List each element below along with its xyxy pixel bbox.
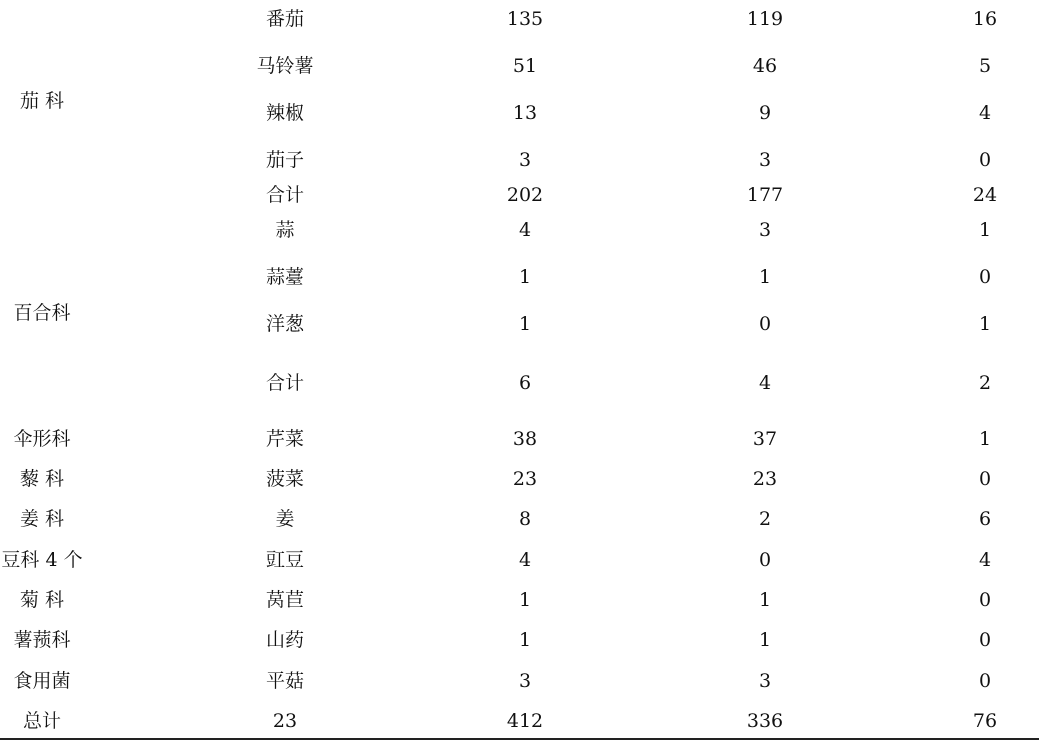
value-cell-3: 0: [978, 629, 992, 651]
family-label-chenopodiaceae: 藜 科: [19, 468, 65, 490]
vegetable-cell: 山药: [265, 629, 304, 651]
value-cell-1: 13: [512, 102, 538, 124]
table-row: [0, 98, 1039, 128]
value-cell-3: 16: [972, 8, 998, 30]
family-label-fabaceae: 豆科 4 个: [1, 549, 83, 571]
value-cell-3: 0: [978, 589, 992, 611]
value-cell-1: 38: [512, 428, 538, 450]
table-row: [0, 215, 1039, 245]
family-label-grand-total: 总计: [22, 710, 61, 732]
family-label-solanaceae: 茄 科: [19, 90, 65, 112]
family-label-zingiberaceae: 姜 科: [19, 508, 65, 530]
table-row: [0, 51, 1039, 81]
table-row: [0, 262, 1039, 292]
table-row: [0, 145, 1039, 175]
value-cell-2: 177: [746, 184, 784, 206]
value-cell-1: 1: [518, 313, 532, 335]
table-row: [0, 585, 1039, 615]
value-cell-3: 4: [978, 102, 992, 124]
value-cell-3: 2: [978, 372, 992, 394]
family-label-dioscoreaceae: 薯蓣科: [13, 629, 71, 651]
value-cell-2: 9: [758, 102, 772, 124]
value-cell-3: 76: [972, 710, 998, 732]
vegetable-cell: 莴苣: [265, 589, 304, 611]
table-row: [0, 309, 1039, 339]
family-label-apiaceae: 伞形科: [13, 428, 71, 450]
vegetable-cell: 平菇: [265, 670, 304, 692]
value-cell-2: 2: [758, 508, 772, 530]
value-cell-2: 23: [752, 468, 778, 490]
vegetable-cell: 马铃薯: [256, 55, 314, 77]
value-cell-1: 135: [506, 8, 544, 30]
value-cell-2: 1: [758, 629, 772, 651]
value-cell-1: 202: [506, 184, 544, 206]
vegetable-cell: 番茄: [265, 8, 304, 30]
family-label-edible-fungi: 食用菌: [13, 670, 71, 692]
family-label-asteraceae: 菊 科: [19, 589, 65, 611]
value-cell-1: 23: [512, 468, 538, 490]
value-cell-3: 0: [978, 266, 992, 288]
value-cell-3: 1: [978, 428, 992, 450]
value-cell-3: 6: [978, 508, 992, 530]
table-row: [0, 666, 1039, 696]
table-row: [0, 545, 1039, 575]
value-cell-2: 3: [758, 670, 772, 692]
value-cell-1: 4: [518, 549, 532, 571]
value-cell-3: 1: [978, 313, 992, 335]
value-cell-2: 336: [746, 710, 784, 732]
value-cell-1: 3: [518, 670, 532, 692]
value-cell-2: 1: [758, 266, 772, 288]
value-cell-2: 3: [758, 219, 772, 241]
value-cell-3: 24: [972, 184, 998, 206]
subtotal-row: [0, 180, 1039, 210]
value-cell-3: 4: [978, 549, 992, 571]
value-cell-1: 4: [518, 219, 532, 241]
subtotal-label: 合计: [265, 184, 304, 206]
vegetable-cell: 蒜薹: [265, 266, 304, 288]
value-cell-1: 1: [518, 266, 532, 288]
value-cell-1: 51: [512, 55, 538, 77]
vegetable-cell: 豇豆: [265, 549, 304, 571]
table-row: [0, 424, 1039, 454]
total-count-cell: 23: [272, 710, 298, 732]
subtotal-label: 合计: [265, 372, 304, 394]
value-cell-2: 0: [758, 313, 772, 335]
table-row: [0, 464, 1039, 494]
value-cell-2: 3: [758, 149, 772, 171]
table-bottom-rule: [0, 738, 1039, 740]
value-cell-1: 6: [518, 372, 532, 394]
value-cell-1: 1: [518, 589, 532, 611]
value-cell-2: 0: [758, 549, 772, 571]
value-cell-2: 119: [746, 8, 784, 30]
vegetable-cell: 蒜: [275, 219, 295, 241]
value-cell-3: 0: [978, 468, 992, 490]
value-cell-1: 412: [506, 710, 544, 732]
value-cell-1: 1: [518, 629, 532, 651]
vegetable-cell: 菠菜: [265, 468, 304, 490]
vegetable-cell: 芹菜: [265, 428, 304, 450]
value-cell-3: 0: [978, 670, 992, 692]
table-row: [0, 4, 1039, 34]
vegetable-cell: 辣椒: [265, 102, 304, 124]
vegetable-cell: 洋葱: [265, 313, 304, 335]
vegetable-cell: 茄子: [265, 149, 304, 171]
value-cell-3: 5: [978, 55, 992, 77]
family-label-liliaceae: 百合科: [13, 302, 71, 324]
value-cell-2: 46: [752, 55, 778, 77]
value-cell-1: 3: [518, 149, 532, 171]
value-cell-3: 1: [978, 219, 992, 241]
table-row: [0, 625, 1039, 655]
vegetable-cell: 姜: [275, 508, 295, 530]
value-cell-2: 4: [758, 372, 772, 394]
value-cell-3: 0: [978, 149, 992, 171]
subtotal-row: [0, 368, 1039, 398]
value-cell-2: 1: [758, 589, 772, 611]
value-cell-1: 8: [518, 508, 532, 530]
grand-total-row: [0, 706, 1039, 736]
value-cell-2: 37: [752, 428, 778, 450]
table-row: [0, 504, 1039, 534]
